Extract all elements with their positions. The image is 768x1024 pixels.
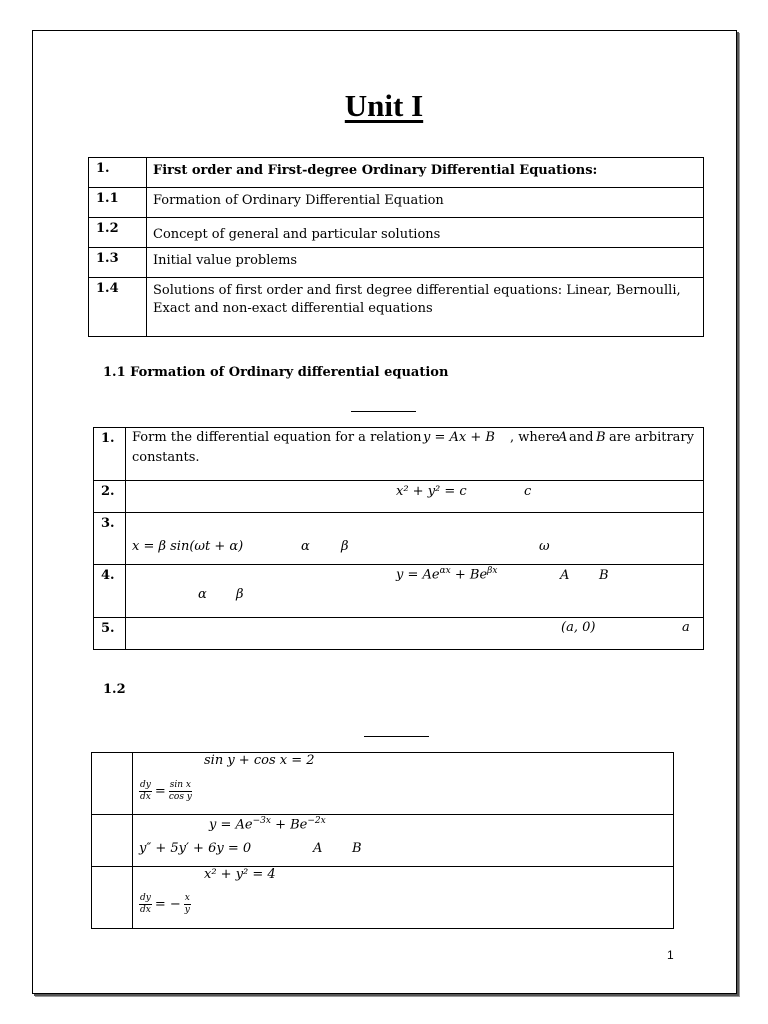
variable: ω — [539, 539, 550, 554]
row-number: 2. — [94, 481, 126, 513]
variable: α — [198, 587, 207, 602]
variable: A — [313, 841, 323, 856]
equation: $y = Ae^{-3x} + Be^{-2x}$ — [209, 816, 326, 833]
row-number — [92, 753, 133, 815]
equation: x = β sin(ωt + α) — [132, 539, 244, 554]
question-text: Form the differential equation for a relation — [132, 430, 422, 445]
table-row — [94, 481, 704, 513]
table-row — [94, 513, 704, 565]
table-row — [94, 618, 704, 650]
row-number — [92, 867, 133, 929]
section-heading: 1.1 Formation of Ordinary differential equation — [103, 365, 449, 380]
question-text: constants. — [132, 450, 200, 465]
question-text: are arbitrary — [609, 430, 694, 445]
row-number — [92, 815, 133, 867]
question-text: , where — [510, 430, 560, 445]
variable: β — [341, 539, 349, 554]
equation: sin y + cos x = 2 — [204, 753, 315, 768]
variable: B — [596, 430, 606, 445]
table-row — [89, 218, 704, 248]
row-number: 1.1 — [89, 188, 147, 218]
variable: a — [682, 620, 690, 635]
variable: B — [599, 568, 609, 583]
derivative-equation: $\frac{dy}{dx}$ = − $\frac{x}{y}$ — [140, 893, 190, 915]
table-row — [92, 753, 674, 815]
table-row — [92, 815, 674, 867]
row-text: Solutions of first order and first degree differential equations: Linear, Bernoulli, Exact and non-exact differential equations — [147, 278, 704, 337]
row-number: 1.3 — [89, 248, 147, 278]
variable: B — [352, 841, 362, 856]
row-number: 4. — [94, 565, 126, 618]
variable: A — [558, 430, 568, 445]
row-number: 1.2 — [89, 218, 147, 248]
table-row — [94, 565, 704, 618]
equation: x² + y² = c — [396, 484, 467, 499]
row-content — [126, 618, 704, 650]
table-row — [92, 867, 674, 929]
syllabus-table — [88, 157, 704, 337]
page-title: Unit I — [344, 88, 424, 123]
ode-equation: y″ + 5y′ + 6y = 0 — [139, 841, 252, 856]
variable: β — [236, 587, 244, 602]
section-heading: 1.2 — [103, 682, 126, 697]
row-content — [133, 867, 674, 929]
row-content — [126, 428, 704, 481]
row-text: First order and First-degree Ordinary Differential Equations: — [147, 158, 704, 188]
table-row — [89, 158, 704, 188]
equation: $y = Ae^{\alpha x} + Be^{\beta x}$ — [396, 566, 498, 583]
underline-rule — [364, 736, 429, 737]
row-text: Formation of Ordinary Differential Equation — [147, 188, 704, 218]
solutions-table — [91, 752, 674, 929]
equation: x² + y² = 4 — [204, 867, 276, 882]
row-number: 3. — [94, 513, 126, 565]
row-content — [126, 565, 704, 618]
page-number: 1 — [667, 948, 674, 962]
row-number: 1. — [89, 158, 147, 188]
derivative-equation: $\frac{dy}{dx}$ = $\frac{\text{sin x}}{\text{cos y}}$ — [140, 780, 192, 802]
row-text: Concept of general and particular solutions — [147, 218, 704, 248]
underline-rule — [351, 411, 416, 412]
table-row — [89, 278, 704, 337]
row-content — [133, 753, 674, 815]
equation: y = Ax + B — [423, 430, 495, 445]
variable: α — [301, 539, 310, 554]
row-text: Initial value problems — [147, 248, 704, 278]
table-row — [89, 248, 704, 278]
row-number: 5. — [94, 618, 126, 650]
formation-table — [93, 427, 704, 650]
table-row — [89, 188, 704, 218]
row-number: 1.4 — [89, 278, 147, 337]
point: (a, 0) — [561, 620, 596, 635]
row-content — [133, 815, 674, 867]
variable: c — [524, 484, 532, 499]
question-text: and — [569, 430, 594, 445]
table-row — [94, 428, 704, 481]
variable: A — [560, 568, 570, 583]
row-content — [126, 481, 704, 513]
row-number: 1. — [94, 428, 126, 481]
row-content — [126, 513, 704, 565]
